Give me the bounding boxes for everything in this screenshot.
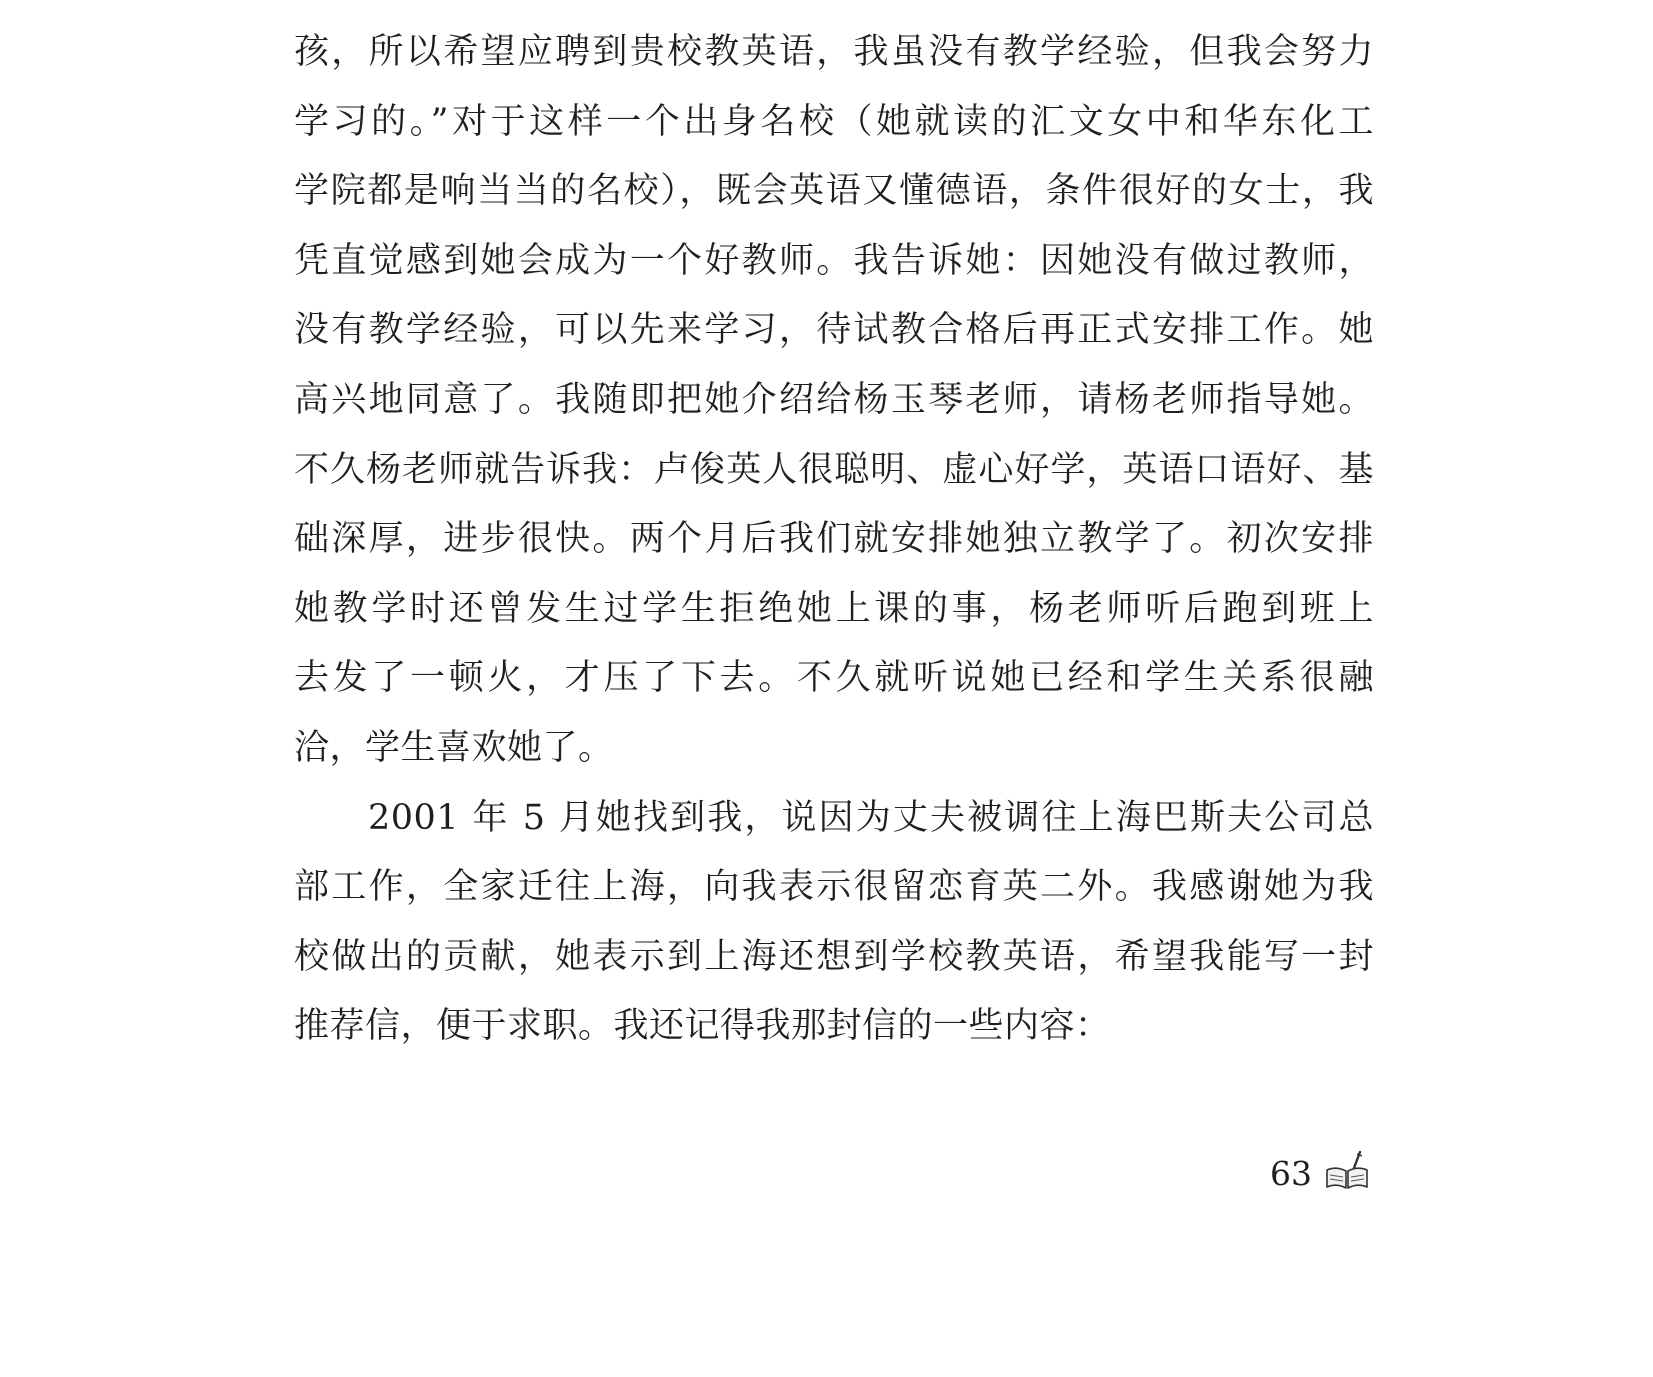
text-line: 孩，所以希望应聘到贵校教英语，我虽没有教学经验，但我会努力: [294, 32, 1374, 72]
text-line: 部工作，全家迁往上海，向我表示很留恋育英二外。我感谢她为我: [294, 867, 1374, 908]
text-line: 不久杨老师就告诉我：卢俊英人很聪明、虚心好学，英语口语好、基: [294, 449, 1374, 490]
page-body: [294, 18, 1374, 1062]
text-line: 础深厚，进步很快。两个月后我们就安排她独立教学了。初次安排: [294, 519, 1374, 560]
text-line: 校做出的贡献，她表示到上海还想到学校教英语，希望我能写一封: [294, 936, 1374, 977]
text-line: 她教学时还曾发生过学生拒绝她上课的事，杨老师听后跑到班上: [294, 588, 1374, 629]
text-line: 凭直觉感到她会成为一个好教师。我告诉她：因她没有做过教师，: [294, 240, 1374, 281]
text-line: 推荐信，便于求职。我还记得我那封信的一些内容：: [294, 1006, 1111, 1047]
page-number: 63: [1270, 1153, 1312, 1193]
text-line: 2001 年 5 月她找到我，说因为丈夫被调往上海巴斯夫公司总: [368, 797, 1374, 838]
paragraph-1: [294, 18, 1374, 784]
text-line: 没有教学经验，可以先来学习，待试教合格后再正式安排工作。她: [294, 310, 1374, 351]
book-icon: [1324, 1148, 1370, 1198]
text-line: 去发了一顿火，才压了下去。不久就听说她已经和学生关系很融: [294, 658, 1374, 699]
text-line: 高兴地同意了。我随即把她介绍给杨玉琴老师，请杨老师指导她。: [294, 379, 1374, 420]
text-line: 学习的。”对于这样一个出身名校（她就读的汇文女中和华东化工: [294, 101, 1374, 142]
text-line: 学院都是响当当的名校），既会英语又懂德语，条件很好的女士，我: [294, 171, 1374, 212]
paragraph-2: [294, 784, 1374, 1062]
page-footer: [1270, 1148, 1370, 1198]
text-line: 洽，学生喜欢她了。: [294, 727, 614, 768]
